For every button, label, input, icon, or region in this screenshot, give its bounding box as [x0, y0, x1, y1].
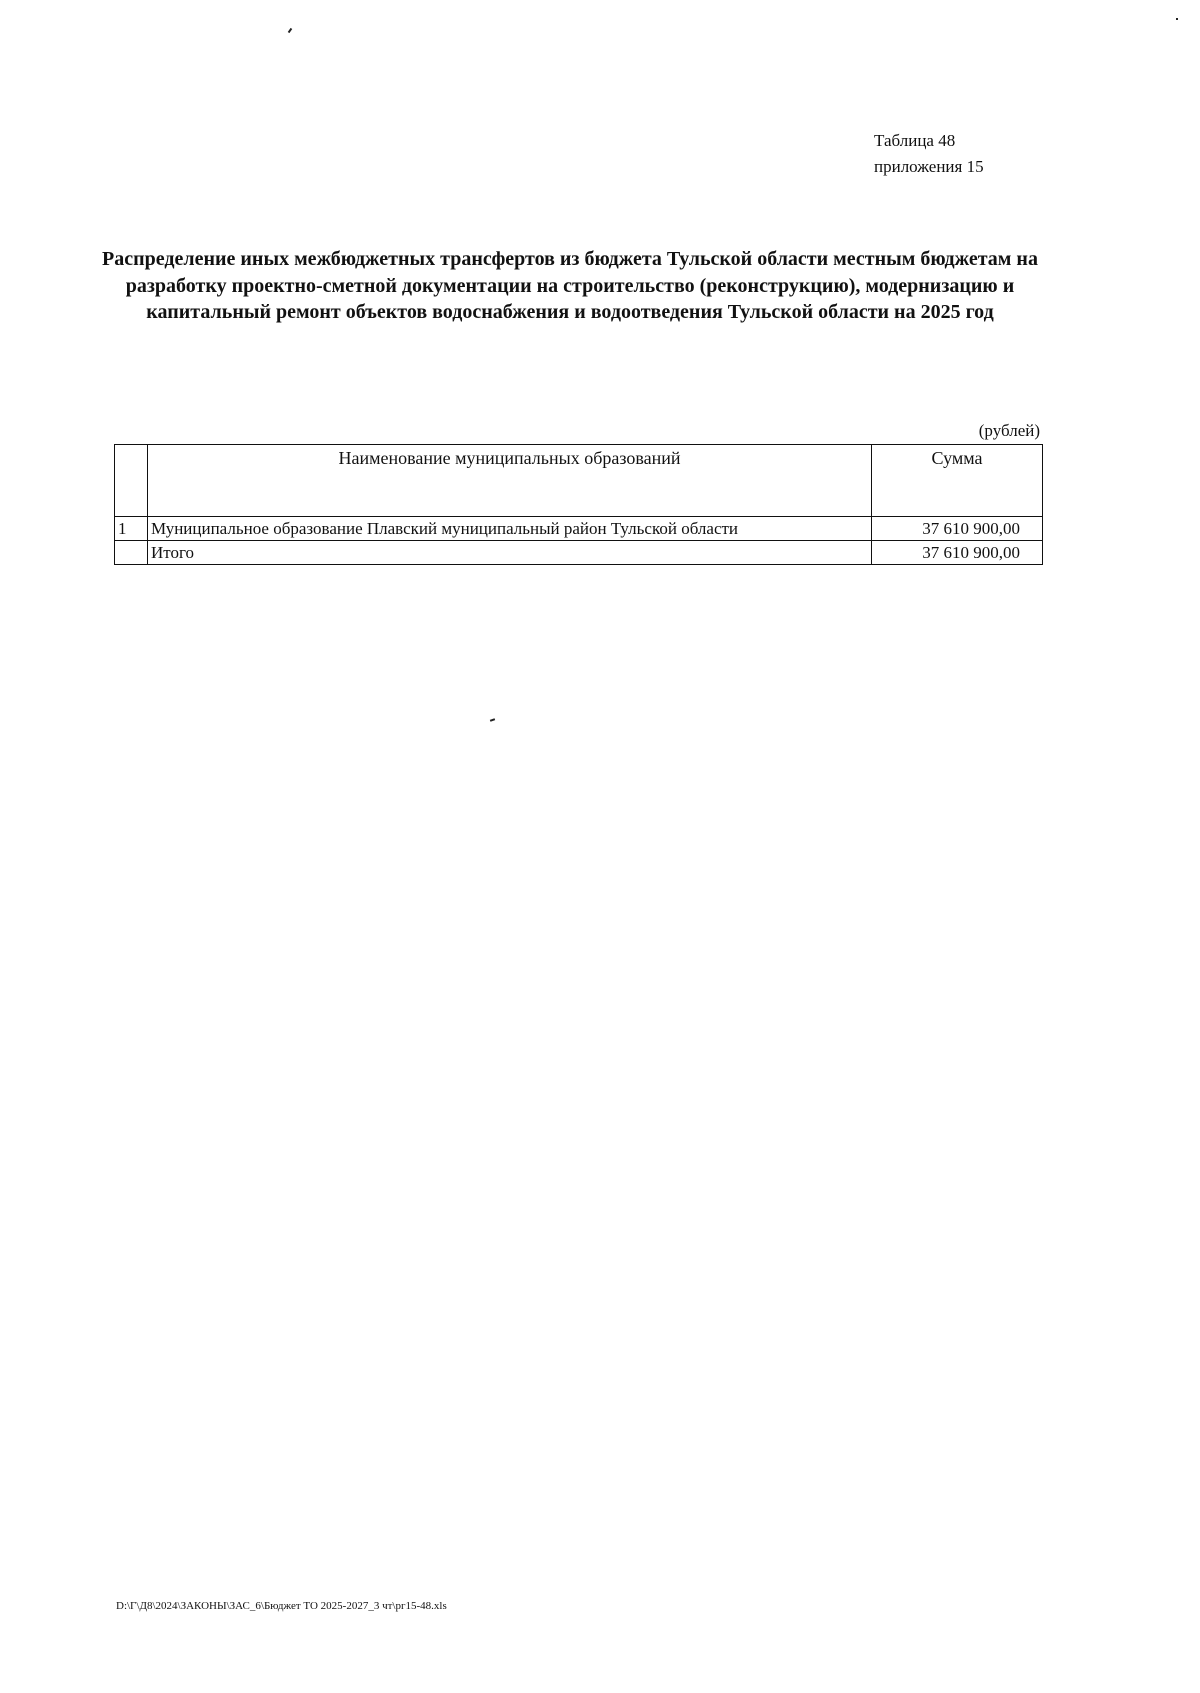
file-path-footer: D:\Г\Д8\2024\ЗАКОНЫ\ЗАС_6\Бюджет ТО 2025-2027_3 чт\рг15-48.xls — [116, 1600, 447, 1612]
total-number — [115, 541, 148, 565]
total-sum: 37 610 900,00 — [872, 541, 1043, 565]
table-number-label: Таблица 48 — [874, 131, 956, 150]
row-sum: 37 610 900,00 — [872, 517, 1043, 541]
column-header-sum: Сумма — [872, 445, 1043, 517]
row-number: 1 — [115, 517, 148, 541]
scan-speck-middle — [490, 718, 495, 722]
allocation-table — [114, 444, 1043, 565]
table-row — [115, 517, 1043, 541]
total-label: Итого — [148, 541, 872, 565]
scan-speck-top — [288, 28, 293, 33]
scan-speck-corner — [1176, 18, 1178, 20]
column-header-number — [115, 445, 148, 517]
appendix-label: приложения 15 — [874, 157, 984, 176]
table-header-row — [115, 445, 1043, 517]
document-title: Распределение иных межбюджетных трансфертов из бюджета Тульской области местным бюджетам на разработку проектно-сметной документации на строительство (реконструкцию), модернизацию и капитальный ремонт объектов водоснабжения и водоотведения Тульской области на 2025 год — [102, 248, 1038, 323]
units-label: (рублей) — [978, 421, 1040, 440]
total-row — [115, 541, 1043, 565]
table-reference — [874, 128, 984, 180]
municipality-name: Муниципальное образование Плавский муниципальный район Тульской области — [148, 517, 872, 541]
column-header-name: Наименование муниципальных образований — [148, 445, 872, 517]
